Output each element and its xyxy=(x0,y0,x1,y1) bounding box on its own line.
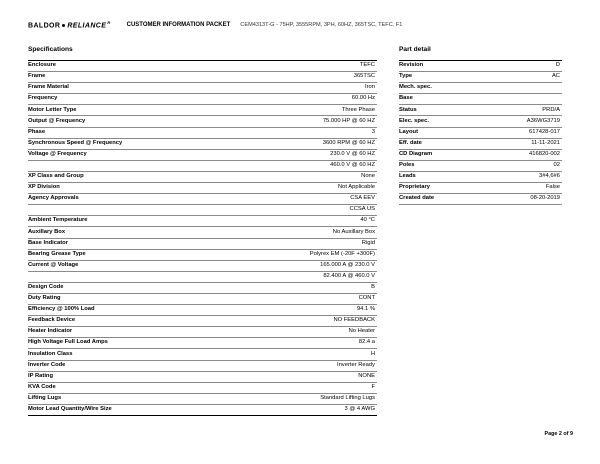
page-number: Page 2 of 9 xyxy=(544,431,573,437)
row-value: 11-11-2021 xyxy=(483,138,562,149)
spec-row xyxy=(28,382,377,393)
spec-row xyxy=(28,160,377,171)
row-label: Insulation Class xyxy=(28,349,233,360)
logo-baldor: BALDOR xyxy=(28,22,61,30)
row-value: 82.4 a xyxy=(233,338,377,349)
row-value: NONE xyxy=(233,371,377,382)
row-value: AC xyxy=(483,72,562,83)
row-label: Inverter Code xyxy=(28,360,233,371)
row-label: Status xyxy=(399,105,483,116)
row-label: Elec. spec. xyxy=(399,116,483,127)
row-value: 3600 RPM @ 60 HZ xyxy=(233,138,377,149)
row-label xyxy=(28,205,233,216)
part-detail-table xyxy=(399,60,562,205)
logo-registered-mark: R xyxy=(107,20,111,26)
spec-row xyxy=(28,371,377,382)
row-label: Motor Lead Quantity/Wire Size xyxy=(28,404,233,415)
row-label: Poles xyxy=(399,160,483,171)
spec-row xyxy=(28,127,377,138)
row-label: Synchronous Speed @ Frequency xyxy=(28,138,233,149)
row-label: Auxillary Box xyxy=(28,227,233,238)
spec-row xyxy=(28,83,377,94)
row-label: Heater Indicator xyxy=(28,327,233,338)
spec-row xyxy=(28,72,377,83)
row-value: Standard Lifting Lugs xyxy=(233,393,377,404)
row-label: Efficiency @ 100% Load xyxy=(28,305,233,316)
row-label: Ambient Temperature xyxy=(28,216,233,227)
row-label xyxy=(28,271,233,282)
row-label: Revision xyxy=(399,61,483,72)
row-value: 3 @ 4 AWG xyxy=(233,404,377,415)
spec-row xyxy=(28,238,377,249)
part-detail-row xyxy=(399,72,562,83)
row-value: B xyxy=(233,282,377,293)
row-value: 3#4,6#6 xyxy=(483,171,562,182)
row-label: Base Indicator xyxy=(28,238,233,249)
row-value: Three Phase xyxy=(233,105,377,116)
spec-row xyxy=(28,227,377,238)
document-title: CUSTOMER INFORMATION PACKET xyxy=(126,22,231,28)
spec-row xyxy=(28,205,377,216)
row-value: False xyxy=(483,183,562,194)
row-value: Rigid xyxy=(233,238,377,249)
row-value: A36WG3719 xyxy=(483,116,562,127)
part-detail-row xyxy=(399,138,562,149)
row-value: Not Applicable xyxy=(233,183,377,194)
spec-row xyxy=(28,404,377,415)
part-detail-row xyxy=(399,105,562,116)
row-label: Proprietary xyxy=(399,183,483,194)
spec-row xyxy=(28,393,377,404)
row-label xyxy=(28,160,233,171)
row-value: 40 °C xyxy=(233,216,377,227)
row-value: None xyxy=(233,171,377,182)
row-label: CD Diagram xyxy=(399,149,483,160)
spec-row xyxy=(28,94,377,105)
row-label: Motor Letter Type xyxy=(28,105,233,116)
row-label: Mech. spec. xyxy=(399,83,483,94)
row-label: Duty Rating xyxy=(28,293,233,304)
row-value: TEFC xyxy=(233,61,377,72)
row-value: 617428-017 xyxy=(483,127,562,138)
row-value: 75.000 HP @ 60 HZ xyxy=(233,116,377,127)
row-label: KVA Code xyxy=(28,382,233,393)
part-detail-row xyxy=(399,116,562,127)
row-value: CONT xyxy=(233,293,377,304)
row-value: 08-20-2019 xyxy=(483,194,562,205)
spec-row xyxy=(28,171,377,182)
row-label: Frame xyxy=(28,72,233,83)
row-label: Base xyxy=(399,94,483,105)
spec-row xyxy=(28,360,377,371)
row-label: IP Rating xyxy=(28,371,233,382)
logo-reliance: RELIANCE xyxy=(67,22,107,30)
row-value: Inverter Ready xyxy=(233,360,377,371)
spec-row xyxy=(28,327,377,338)
part-detail-row xyxy=(399,194,562,205)
row-value xyxy=(483,83,562,94)
row-value: 02 xyxy=(483,160,562,171)
row-value: Iron xyxy=(233,83,377,94)
row-value: CCSA US xyxy=(233,205,377,216)
spec-row xyxy=(28,116,377,127)
part-detail-row xyxy=(399,171,562,182)
row-label: Eff. date xyxy=(399,138,483,149)
row-value: 94.1 % xyxy=(233,305,377,316)
row-label: Output @ Frequency xyxy=(28,116,233,127)
spec-row xyxy=(28,260,377,271)
row-value: 230.0 V @ 60 HZ xyxy=(233,149,377,160)
row-label: Type xyxy=(399,72,483,83)
row-value: 165.000 A @ 230.0 V xyxy=(233,260,377,271)
row-value: 3 xyxy=(233,127,377,138)
row-label: Frequency xyxy=(28,94,233,105)
spec-row xyxy=(28,194,377,205)
part-detail-row xyxy=(399,127,562,138)
row-label: Layout xyxy=(399,127,483,138)
spec-row xyxy=(28,105,377,116)
row-value: Polyrex EM (-20F +300F) xyxy=(233,249,377,260)
spec-row xyxy=(28,338,377,349)
part-detail-row xyxy=(399,61,562,72)
specifications-heading: Specifications xyxy=(28,46,73,53)
spec-row xyxy=(28,216,377,227)
row-label: Current @ Voltage xyxy=(28,260,233,271)
row-label: XP Division xyxy=(28,183,233,194)
part-detail-row xyxy=(399,183,562,194)
spec-row xyxy=(28,349,377,360)
row-label: Bearing Grease Type xyxy=(28,249,233,260)
spec-row xyxy=(28,271,377,282)
logo-dot-icon xyxy=(62,24,65,27)
spec-row xyxy=(28,249,377,260)
spec-row xyxy=(28,149,377,160)
row-value: H xyxy=(233,349,377,360)
row-label: Phase xyxy=(28,127,233,138)
spec-row xyxy=(28,305,377,316)
row-value: 82.400 A @ 460.0 V xyxy=(233,271,377,282)
row-label: Created date xyxy=(399,194,483,205)
part-detail-row xyxy=(399,160,562,171)
row-value: CSA EEV xyxy=(233,194,377,205)
part-detail-row xyxy=(399,149,562,160)
row-value: 460.0 V @ 60 HZ xyxy=(233,160,377,171)
spec-row xyxy=(28,293,377,304)
row-label: XP Class and Group xyxy=(28,171,233,182)
baldor-reliance-logo xyxy=(28,20,111,29)
row-label: High Voltage Full Load Amps xyxy=(28,338,233,349)
row-value: D xyxy=(483,61,562,72)
spec-row xyxy=(28,138,377,149)
part-detail-row xyxy=(399,83,562,94)
product-description: CEM4313T-G - 75HP, 3555RPM, 3PH, 60HZ, 365TSC, TEFC, F1 xyxy=(240,22,403,28)
row-label: Enclosure xyxy=(28,61,233,72)
row-value: 416820-002 xyxy=(483,149,562,160)
row-value: F xyxy=(233,382,377,393)
spec-row xyxy=(28,61,377,72)
row-label: Design Code xyxy=(28,282,233,293)
spec-row xyxy=(28,282,377,293)
specifications-table xyxy=(28,60,377,416)
row-value: 60.00 Hz xyxy=(233,94,377,105)
row-value: No Auxillary Box xyxy=(233,227,377,238)
row-value xyxy=(483,94,562,105)
row-value: NO FEEDBACK xyxy=(233,316,377,327)
page-header xyxy=(28,18,402,32)
spec-row xyxy=(28,316,377,327)
spec-row xyxy=(28,183,377,194)
row-label: Leads xyxy=(399,171,483,182)
row-value: PRD/A xyxy=(483,105,562,116)
row-label: Agency Approvals xyxy=(28,194,233,205)
row-label: Feedback Device xyxy=(28,316,233,327)
part-detail-row xyxy=(399,94,562,105)
row-value: 365TSC xyxy=(233,72,377,83)
part-detail-heading: Part detail xyxy=(399,46,431,53)
row-label: Lifting Lugs xyxy=(28,393,233,404)
row-label: Voltage @ Frequency xyxy=(28,149,233,160)
row-label: Frame Material xyxy=(28,83,233,94)
row-value: No Heater xyxy=(233,327,377,338)
